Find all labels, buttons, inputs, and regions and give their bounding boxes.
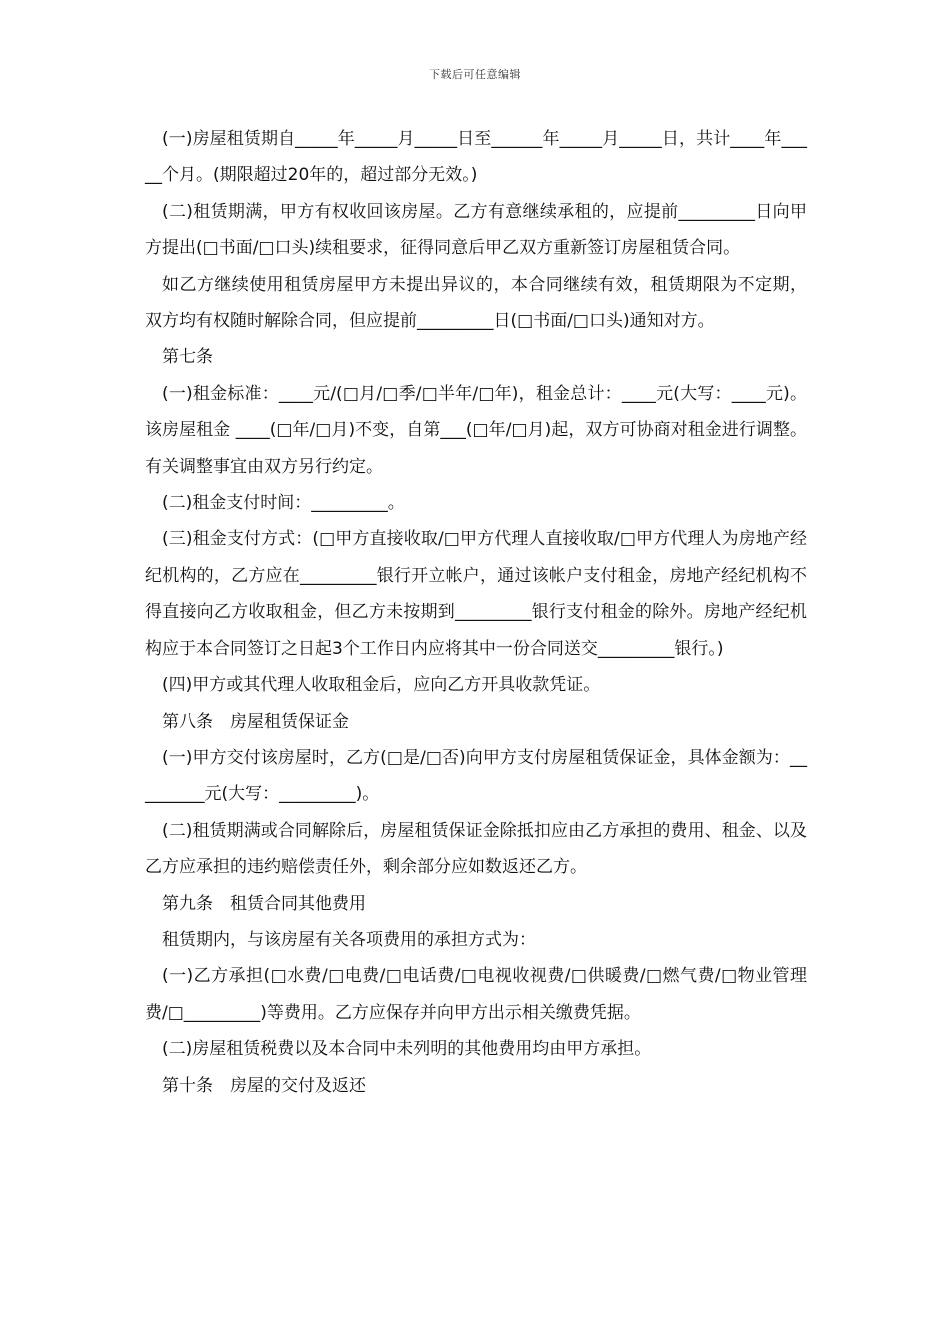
document-body	[145, 121, 807, 1104]
paragraph-tenant-fees: (一)乙方承担(□水费/□电费/□电话费/□电视收视费/□供暖费/□燃气费/□物业管理费/□_________)等费用。乙方应保存并向甲方出示相关缴费凭据。	[145, 966, 807, 1023]
article-9-heading: 第九条 租赁合同其他费用	[162, 893, 366, 914]
header-note: 下载后可任意编辑	[429, 68, 521, 81]
paragraph-deposit-payment: (一)甲方交付该房屋时，乙方(□是/□否)向甲方支付房屋租赁保证金，具体金额为：_________元(大写：_________)。	[145, 747, 807, 805]
paragraph-rent-standard: (一)租金标准：____元/(□月/□季/□半年/□年)，租金总计：____元(大写：____元)。该房屋租金 ____(□年/□月)不变，自第___(□年/□月)起，双方可协商对租金进行调整。有关调整事宜由双方另行约定。	[145, 383, 807, 477]
article-10-heading: 第十条 房屋的交付及返还	[162, 1075, 366, 1096]
paragraph-rent-receipt: (四)甲方或其代理人收取租金后，应向乙方开具收款凭证。	[162, 675, 601, 696]
paragraph-rent-payment-time: (二)租金支付时间：_________。	[162, 493, 405, 514]
paragraph-lease-renewal: (二)租赁期满，甲方有权收回该房屋。乙方有意继续承租的，应提前_________日向甲方提出(□书面/□口头)续租要求，征得同意后甲乙双方重新签订房屋租赁合同。	[145, 201, 807, 259]
paragraph-lease-term: (一)房屋租赁期自_____年_____月_____日至______年_____月_____日，共计____年_____个月。(期限超过20年的，超过部分无效。)	[145, 129, 807, 186]
article-8-heading: 第八条 房屋租赁保证金	[162, 711, 349, 732]
paragraph-indefinite-term: 如乙方继续使用租赁房屋甲方未提出异议的，本合同继续有效，租赁期限为不定期，双方均有权随时解除合同，但应提前_________日(□书面/□口头)通知对方。	[145, 274, 807, 332]
paragraph-rent-payment-method: (三)租金支付方式：(□甲方直接收取/□甲方代理人直接收取/□甲方代理人为房地产经纪机构的，乙方应在_________银行开立帐户，通过该帐户支付租金，房地产经纪机构不得直接向乙方收取租金，但乙方未按期到_________银行支付租金的除外。房地产经纪机构应于本合同签订之日起3个工作日内应将其中一份合同送交_________银行。)	[145, 529, 807, 659]
paragraph-landlord-fees: (二)房屋租赁税费以及本合同中未列明的其他费用均由甲方承担。	[162, 1039, 652, 1060]
article-7-heading: 第七条	[162, 347, 213, 368]
paragraph-fees-intro: 租赁期内，与该房屋有关各项费用的承担方式为：	[162, 929, 536, 950]
paragraph-deposit-return: (二)租赁期满或合同解除后，房屋租赁保证金除抵扣应由乙方承担的费用、租金、以及乙方应承担的违约赔偿责任外，剩余部分应如数返还乙方。	[145, 820, 807, 878]
